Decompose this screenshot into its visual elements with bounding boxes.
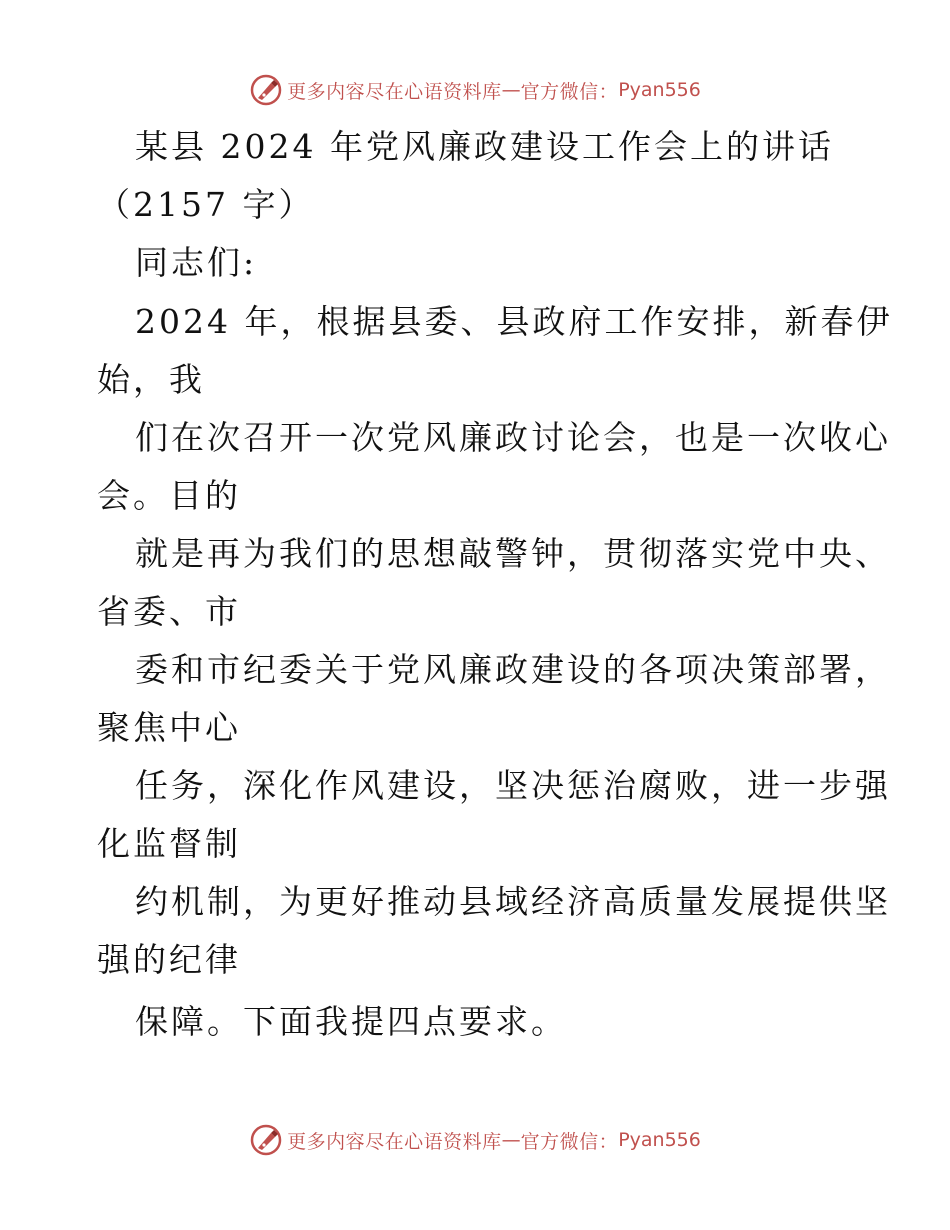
body-line: 省委、市	[97, 592, 241, 631]
body-line: 化监督制	[97, 824, 241, 863]
pen-nib-logo-icon	[249, 1123, 283, 1157]
body-line: 约机制，为更好推动县域经济高质量发展提供坚	[135, 882, 891, 921]
body-line: 聚焦中心	[97, 708, 241, 747]
pen-nib-logo-icon	[249, 73, 283, 107]
body-line: 强的纪律	[97, 940, 241, 979]
footer-watermark	[0, 1120, 950, 1160]
body-line: 始，我	[97, 360, 205, 399]
document-title: 某县 2024 年党风廉政建设工作会上的讲话	[135, 127, 834, 166]
body-line: 会。目的	[97, 476, 241, 515]
document-title-wordcount: （2157 字）	[97, 185, 315, 224]
body-line: 委和市纪委关于党风廉政建设的各项决策部署，	[135, 650, 891, 689]
watermark-text: 更多内容尽在心语资料库	[287, 80, 502, 103]
body-line: 就是再为我们的思想敲警钟，贯彻落实党中央、	[135, 534, 891, 573]
watermark-text: 更多内容尽在心语资料库	[287, 1130, 502, 1153]
body-line: 任务，深化作风建设，坚决惩治腐败，进一步强	[135, 766, 891, 805]
salutation: 同志们:	[135, 243, 258, 282]
watermark-label: 官方微信：	[520, 80, 619, 103]
body-line: 2024 年，根据县委、县政府工作安排，新春伊	[135, 302, 893, 341]
watermark-handle: Pyan556	[618, 1129, 701, 1151]
watermark-separator: —	[501, 1129, 521, 1151]
watermark-separator: —	[501, 79, 521, 101]
body-line: 保障。下面我提四点要求。	[135, 1002, 567, 1041]
body-line: 们在次召开一次党风廉政讨论会，也是一次收心	[135, 418, 891, 457]
watermark-label: 官方微信：	[520, 1130, 619, 1153]
header-watermark	[0, 70, 950, 110]
watermark-handle: Pyan556	[618, 79, 701, 101]
